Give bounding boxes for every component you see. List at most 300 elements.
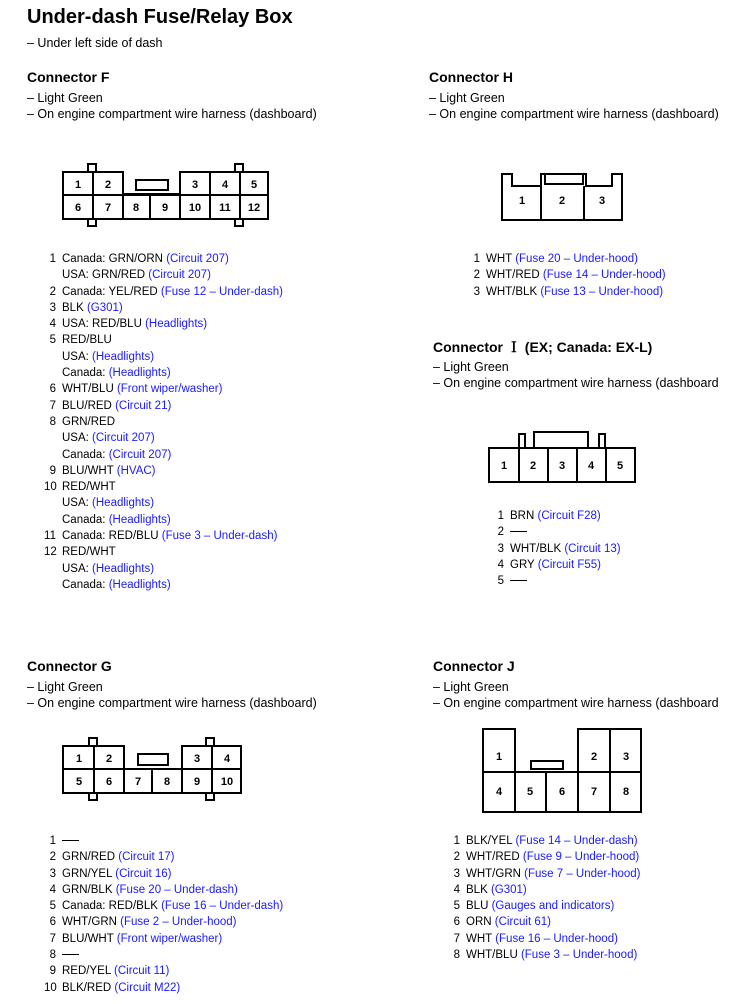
pin-number: 3 <box>49 867 56 880</box>
connector-j-pin-3 <box>448 866 640 882</box>
connector-i-pin-1 <box>492 508 621 524</box>
pin-number: 10 <box>44 481 57 494</box>
connector-g-pin-1-label: 1 <box>75 753 83 765</box>
pin-description <box>62 251 229 284</box>
connector-i-heading: Connector Ｉ (EX; Canada: EX-L) <box>433 339 653 355</box>
pin-description-line <box>62 414 171 430</box>
connector-j-pin-5 <box>448 898 640 914</box>
connector-f-pin-5-label: 5 <box>250 179 258 191</box>
connector-h-pin-2-label: 2 <box>558 195 566 207</box>
pin-description <box>466 947 637 963</box>
connector-f-pin-11 <box>44 528 283 544</box>
connector-j-pin-5-label: 5 <box>526 786 534 798</box>
pin-number: 6 <box>49 916 56 929</box>
pin-description <box>62 898 283 914</box>
connector-j-pin-list <box>448 833 640 963</box>
pin-description-line <box>62 332 171 348</box>
circuit-reference: (Circuit 207) <box>166 253 229 265</box>
pin-description <box>466 833 638 849</box>
wire-color: BLK <box>62 301 84 314</box>
connector-f-pin-7-label: 7 <box>104 202 112 214</box>
pin-number: 4 <box>49 318 56 331</box>
pin-description <box>62 947 79 963</box>
connector-h-pin-2 <box>468 267 666 283</box>
pin-description-line <box>466 931 618 947</box>
pin-number: 7 <box>453 932 460 945</box>
connector-f-pin-7 <box>44 398 283 414</box>
connector-i-pin-2-label: 2 <box>529 460 537 472</box>
circuit-reference: (Gauges and indicators) <box>491 900 615 913</box>
connector-h-color: – Light Green <box>429 91 505 105</box>
connector-f-pin-8-label: 8 <box>132 202 140 214</box>
circuit-reference: (Circuit F55) <box>537 558 601 571</box>
pin-description <box>62 833 79 849</box>
pin-description-line <box>62 882 238 898</box>
wire-color: USA: GRN/RED <box>62 269 146 282</box>
connector-g-diagram <box>63 738 241 800</box>
pin-description-line <box>62 316 207 332</box>
connector-g-pin-7-label: 7 <box>134 776 142 788</box>
connector-f-pin-3-label: 3 <box>191 179 199 191</box>
pin-number: 7 <box>49 399 56 412</box>
pin-description-line <box>62 495 171 511</box>
circuit-reference: (Circuit F28) <box>537 510 601 522</box>
pin-number: 9 <box>49 965 56 978</box>
connector-f-pin-1-label: 1 <box>74 179 82 191</box>
pin-description-line <box>486 284 663 300</box>
unused-pin-dash <box>510 580 527 581</box>
connector-j-pin-2-label: 2 <box>590 751 598 763</box>
wire-color: Canada: <box>62 513 106 526</box>
pin-description <box>510 573 527 589</box>
pin-description-line <box>466 947 637 963</box>
connector-h-pin-1-label: 1 <box>518 195 526 207</box>
connector-j-pin-7 <box>448 931 640 947</box>
pin-description-line <box>510 541 621 557</box>
connector-f-pin-4-label: 4 <box>221 179 229 191</box>
pin-description-line <box>62 284 283 300</box>
connector-f-pin-12 <box>44 544 283 593</box>
connector-f-color: – Light Green <box>27 91 103 105</box>
connector-j-diagram <box>483 729 641 812</box>
connector-f-diagram <box>63 164 268 226</box>
connector-h-pin-1 <box>468 251 666 267</box>
circuit-reference: (Fuse 16 – Under-dash) <box>161 900 284 913</box>
connector-g-color: – Light Green <box>27 680 103 694</box>
connector-g-pin-5-label: 5 <box>75 776 83 788</box>
connector-h-pin-3 <box>468 284 666 300</box>
connector-j-pin-1-label: 1 <box>495 751 503 763</box>
circuit-reference: (Circuit 11) <box>114 965 170 978</box>
connector-j-pin-1 <box>448 833 640 849</box>
pin-description <box>62 980 180 996</box>
unused-pin-dash <box>62 954 79 955</box>
circuit-reference: (Headlights) <box>145 318 208 331</box>
circuit-reference: (Headlights) <box>92 562 155 575</box>
wire-color: GRN/RED <box>62 851 116 864</box>
pin-number: 2 <box>453 851 460 864</box>
connector-g-location: – On engine compartment wire harness (dashboard) <box>27 696 317 710</box>
connector-f-pin-2 <box>44 284 283 300</box>
pin-description-line <box>62 544 171 560</box>
connector-g-pin-list <box>44 833 283 996</box>
wire-color: BLU/WHT <box>62 932 114 945</box>
wire-color: WHT/GRN <box>62 916 117 929</box>
pin-description-line <box>466 898 614 914</box>
circuit-reference: (Circuit 21) <box>115 399 172 412</box>
pin-description <box>62 914 236 930</box>
connector-f-pin-2-label: 2 <box>104 179 112 191</box>
connector-g-pin-1 <box>44 833 283 849</box>
pin-description-line <box>62 528 277 544</box>
pin-number: 5 <box>49 334 56 347</box>
pin-description <box>486 251 638 267</box>
wire-color: GRY <box>510 558 535 571</box>
pin-number: 1 <box>453 835 460 847</box>
connector-f-location: – On engine compartment wire harness (dashboard) <box>27 107 317 121</box>
wire-color: BLU <box>466 900 489 913</box>
connector-g-pin-2-label: 2 <box>105 753 113 765</box>
unused-pin-dash <box>510 531 527 532</box>
pin-number: 6 <box>49 383 56 396</box>
connector-i-location: – On engine compartment wire harness (dashboard <box>433 376 719 390</box>
connector-i-pin-list <box>492 508 621 589</box>
pin-description-line <box>62 980 180 996</box>
pin-description-line <box>62 561 171 577</box>
circuit-reference: (Fuse 9 – Under-hood) <box>522 851 640 864</box>
connector-g-pin-6 <box>44 914 283 930</box>
pin-description-line <box>62 267 229 283</box>
circuit-reference: (Headlights) <box>92 497 155 510</box>
circuit-reference: (Fuse 14 – Under-hood) <box>542 269 666 282</box>
connector-g-pin-9 <box>44 963 283 979</box>
connector-h-heading: Connector H <box>429 69 513 85</box>
circuit-reference: (Fuse 16 – Under-hood) <box>495 932 618 945</box>
pin-description-line <box>466 866 640 882</box>
connector-g-pin-6-label: 6 <box>105 776 113 788</box>
pin-description <box>466 914 551 930</box>
pin-description-line <box>466 849 639 865</box>
pin-description <box>62 381 222 397</box>
wire-color: WHT/BLK <box>486 285 538 298</box>
pin-description-line <box>510 573 527 589</box>
pin-number: 4 <box>49 883 56 896</box>
wire-color: WHT <box>486 253 512 265</box>
pin-description-line <box>62 447 171 463</box>
wire-color: RED/YEL <box>62 965 111 978</box>
circuit-reference: (G301) <box>490 883 527 896</box>
pin-number: 4 <box>453 883 460 896</box>
connector-f-heading: Connector F <box>27 69 110 85</box>
connector-i-pin-2 <box>492 524 621 540</box>
pin-description <box>486 267 666 283</box>
pin-number: 8 <box>49 949 56 962</box>
pin-description <box>510 557 601 573</box>
pin-description-line <box>486 251 638 267</box>
pin-description <box>62 544 171 593</box>
connector-j-pin-6-label: 6 <box>558 786 566 798</box>
pin-number: 8 <box>453 949 460 962</box>
pin-description-line <box>486 267 666 283</box>
pin-number: 1 <box>49 253 56 265</box>
pin-description-line <box>62 512 171 528</box>
wire-color: USA: <box>62 350 89 363</box>
connector-g-pin-2 <box>44 849 283 865</box>
pin-description-line <box>466 882 527 898</box>
pin-description <box>62 398 171 414</box>
pin-description-line <box>62 577 171 593</box>
connector-g-pin-3 <box>44 866 283 882</box>
pin-description-line <box>62 349 171 365</box>
pin-number: 1 <box>473 253 480 265</box>
connector-i-pin-5-label: 5 <box>616 460 624 472</box>
wire-color: BLU/WHT <box>62 464 114 477</box>
connector-j-pin-3-label: 3 <box>622 751 630 763</box>
connector-i-color: – Light Green <box>433 360 509 374</box>
connector-j-pin-8 <box>448 947 640 963</box>
wire-color: Canada: YEL/RED <box>62 285 158 298</box>
connector-g-pin-4-label: 4 <box>223 753 231 765</box>
wire-color: Canada: <box>62 367 106 380</box>
pin-description-line <box>510 557 601 573</box>
circuit-reference: (Circuit 13) <box>564 542 621 555</box>
wire-color: GRN/BLK <box>62 883 113 896</box>
circuit-reference: (Fuse 13 – Under-hood) <box>540 285 664 298</box>
page-title: Under-dash Fuse/Relay Box <box>27 6 293 28</box>
connector-g-pin-4 <box>44 882 283 898</box>
pin-description-line <box>62 947 79 963</box>
pin-number: 3 <box>453 867 460 880</box>
pin-description-line <box>466 914 551 930</box>
connector-j-pin-8-label: 8 <box>622 786 630 798</box>
circuit-reference: (Circuit 61) <box>494 916 551 929</box>
wire-color: GRN/RED <box>62 415 116 428</box>
connector-g-pin-10-label: 10 <box>220 776 234 788</box>
wire-color: WHT/RED <box>466 851 520 864</box>
pin-number: 2 <box>49 851 56 864</box>
wire-color: RED/WHT <box>62 481 116 494</box>
pin-description-line <box>510 524 527 540</box>
pin-description <box>62 300 123 316</box>
pin-description-line <box>466 833 638 849</box>
wire-color: Canada: RED/BLU <box>62 530 159 543</box>
pin-description <box>62 463 156 479</box>
circuit-reference: (Circuit 207) <box>148 269 211 282</box>
connector-j-color: – Light Green <box>433 680 509 694</box>
wire-color: BRN <box>510 510 535 522</box>
connector-i-pin-4-label: 4 <box>587 460 595 472</box>
pin-description <box>510 508 601 524</box>
wire-color: USA: <box>62 562 89 575</box>
pin-description-line <box>510 508 601 524</box>
wire-color: ORN <box>466 916 492 929</box>
pin-number: 3 <box>497 542 504 555</box>
wire-color: WHT/BLU <box>62 383 114 396</box>
circuit-reference: (Front wiper/washer) <box>116 383 223 396</box>
circuit-reference: (Headlights) <box>108 367 171 380</box>
pin-number: 8 <box>49 415 56 428</box>
pin-number: 1 <box>497 510 504 522</box>
circuit-reference: (Fuse 7 – Under-hood) <box>524 867 641 880</box>
pin-description-line <box>62 430 171 446</box>
pin-number: 5 <box>497 575 504 588</box>
wire-color: BLU/RED <box>62 399 112 412</box>
pin-description <box>510 524 527 540</box>
pin-description-line <box>62 479 171 495</box>
wire-color: Canada: <box>62 448 106 461</box>
pin-description <box>466 898 614 914</box>
connector-f-pin-6 <box>44 381 283 397</box>
connector-f-pin-1 <box>44 251 283 284</box>
circuit-reference: (Circuit 207) <box>92 432 155 445</box>
circuit-reference: (Fuse 2 – Under-hood) <box>120 916 237 929</box>
wire-color: RED/WHT <box>62 546 116 559</box>
circuit-reference: (Fuse 14 – Under-dash) <box>515 835 638 847</box>
connector-i-pin-3 <box>492 541 621 557</box>
pin-description <box>62 284 283 300</box>
connector-j-pin-6 <box>448 914 640 930</box>
pin-number: 7 <box>49 932 56 945</box>
circuit-reference: (Fuse 3 – Under-hood) <box>520 949 638 962</box>
pin-description-line <box>62 963 169 979</box>
connector-f-pin-5 <box>44 332 283 381</box>
pin-description <box>486 284 663 300</box>
wire-color: BLK/RED <box>62 981 112 994</box>
connector-g-pin-8-label: 8 <box>163 776 171 788</box>
pin-number: 11 <box>44 530 56 543</box>
connector-i-pin-4 <box>492 557 621 573</box>
circuit-reference: (Circuit 16) <box>115 867 172 880</box>
connector-j-pin-4 <box>448 882 640 898</box>
connector-f-pin-12-label: 12 <box>247 202 261 214</box>
connector-i-pin-3-label: 3 <box>558 460 566 472</box>
pin-number: 5 <box>453 900 460 913</box>
pin-description-line <box>62 398 171 414</box>
pin-number: 12 <box>44 546 57 559</box>
pin-number: 4 <box>497 558 504 571</box>
pin-number: 5 <box>49 900 56 913</box>
pin-number: 3 <box>49 301 56 314</box>
connector-f-pin-list <box>44 251 283 593</box>
circuit-reference: (Fuse 20 – Under-dash) <box>115 883 238 896</box>
circuit-reference: (Front wiper/washer) <box>116 932 223 945</box>
pin-description-line <box>62 251 229 267</box>
connector-g-pin-3-label: 3 <box>193 753 201 765</box>
connector-g-heading: Connector G <box>27 658 112 674</box>
connector-f-pin-8 <box>44 414 283 463</box>
circuit-reference: (Fuse 12 – Under-dash) <box>160 285 283 298</box>
connector-j-pin-2 <box>448 849 640 865</box>
connector-h-location: – On engine compartment wire harness (dashboard) <box>429 107 719 121</box>
pin-description-line <box>62 300 123 316</box>
wire-color: WHT/GRN <box>466 867 521 880</box>
circuit-reference: (Fuse 3 – Under-dash) <box>161 530 278 543</box>
connector-g-pin-9-label: 9 <box>193 776 201 788</box>
pin-description-line <box>62 931 222 947</box>
connector-f-pin-11-label: 11 <box>219 202 231 214</box>
pin-description <box>62 332 171 381</box>
circuit-reference: (HVAC) <box>116 464 156 477</box>
connector-j-location: – On engine compartment wire harness (dashboard <box>433 696 719 710</box>
connector-f-pin-9 <box>44 463 283 479</box>
connector-i-pin-1-label: 1 <box>500 460 508 472</box>
pin-description <box>62 316 207 332</box>
wire-color: WHT <box>466 932 492 945</box>
connector-i-diagram <box>489 432 635 482</box>
pin-number: 3 <box>473 285 480 298</box>
pin-description <box>62 882 238 898</box>
pin-description <box>466 931 618 947</box>
wire-color: Canada: RED/BLK <box>62 900 158 913</box>
connector-g-pin-7 <box>44 931 283 947</box>
connector-g-pin-10 <box>44 980 283 996</box>
pin-number: 2 <box>49 285 56 298</box>
wire-color: USA: <box>62 497 89 510</box>
page-subtitle: – Under left side of dash <box>27 36 163 50</box>
circuit-reference: (Headlights) <box>108 578 171 591</box>
circuit-reference: (G301) <box>86 301 123 314</box>
connector-h-pin-list <box>468 251 666 300</box>
pin-description-line <box>62 463 156 479</box>
pin-description-line <box>62 381 222 397</box>
unused-pin-dash <box>62 840 79 841</box>
connector-g-pin-8 <box>44 947 283 963</box>
pin-description-line <box>62 365 171 381</box>
pin-description-line <box>62 833 79 849</box>
pin-number: 10 <box>44 981 57 994</box>
pin-description <box>62 963 169 979</box>
circuit-reference: (Circuit 207) <box>108 448 172 461</box>
pin-description-line <box>62 849 174 865</box>
pin-description <box>62 931 222 947</box>
pin-description <box>466 866 640 882</box>
pin-description <box>62 479 171 528</box>
wire-color: USA: <box>62 432 89 445</box>
pin-description <box>62 866 172 882</box>
pin-description <box>62 528 277 544</box>
wire-color: WHT/BLK <box>510 542 562 555</box>
pin-description <box>62 414 171 463</box>
wire-color: BLK <box>466 883 488 896</box>
wire-color: Canada: GRN/ORN <box>62 253 163 265</box>
circuit-reference: (Circuit M22) <box>114 981 181 994</box>
pin-description <box>466 882 527 898</box>
wire-color: BLK/YEL <box>466 835 513 847</box>
wire-color: USA: RED/BLU <box>62 318 142 331</box>
connector-j-pin-4-label: 4 <box>495 786 503 798</box>
pin-number: 1 <box>49 835 56 847</box>
pin-description-line <box>62 914 236 930</box>
pin-description <box>510 541 621 557</box>
connector-f-pin-10 <box>44 479 283 528</box>
connector-f-pin-10-label: 10 <box>188 202 202 214</box>
connector-j-heading: Connector J <box>433 658 515 674</box>
pin-description <box>466 849 639 865</box>
wire-color: Canada: <box>62 578 106 591</box>
pin-number: 9 <box>49 464 56 477</box>
connector-f-pin-3 <box>44 300 283 316</box>
circuit-reference: (Fuse 20 – Under-hood) <box>515 253 638 265</box>
pin-description <box>62 849 174 865</box>
connector-i-pin-5 <box>492 573 621 589</box>
connector-f-pin-6-label: 6 <box>74 202 82 214</box>
pin-description-line <box>62 898 283 914</box>
wire-color: WHT/RED <box>486 269 540 282</box>
circuit-reference: (Headlights) <box>92 350 155 363</box>
circuit-reference: (Circuit 17) <box>118 851 175 864</box>
circuit-reference: (Headlights) <box>108 513 171 526</box>
pin-number: 2 <box>497 526 504 539</box>
